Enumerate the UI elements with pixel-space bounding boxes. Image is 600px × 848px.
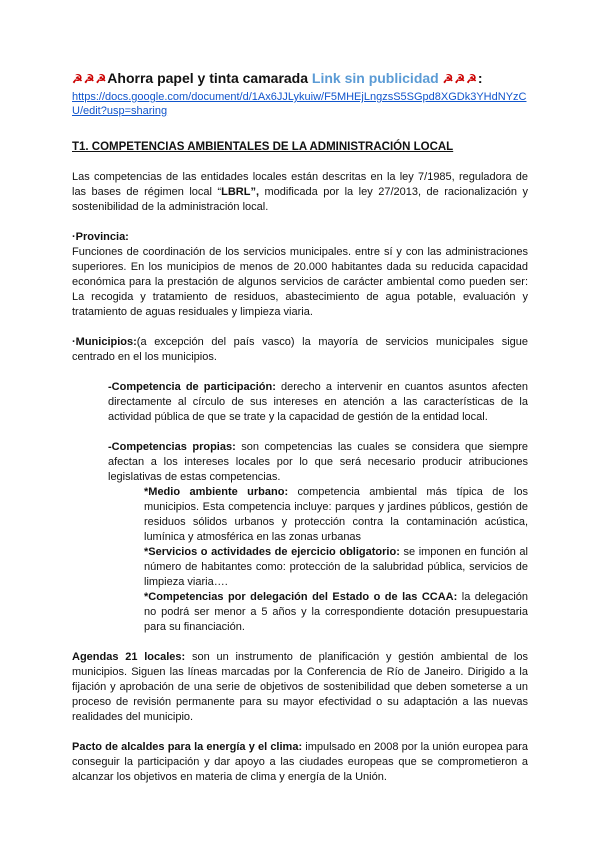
municipios-heading: ·Municipios: [72, 336, 137, 348]
header-banner [72, 70, 528, 88]
hammer-sickle-icon: ☭☭☭ [72, 72, 108, 86]
agendas-section: Agendas 21 locales: son un instrumento de planificación y gestión ambiental de los municipios. Siguen las líneas marcadas por la Conferencia de Río de Janeiro. Dirigido a la fijación y aprobación de una serie de objetivos de sostenibilidad que deben someterse a un proceso de revisión permanente para su mayor efectividad o su adaptación a las nuevas realidades del municipio. [72, 651, 528, 723]
page-title: T1. COMPETENCIAS AMBIENTALES DE LA ADMINISTRACIÓN LOCAL [72, 141, 454, 153]
list-item: *Medio ambiente urbano: competencia ambiental más típica de los municipios. Esta competencia incluye: parques y jardines públicos, gestión de residuos sólidos urbanos y protección contra la contaminación acústica, lumínica y atmosférica en las zonas urbanas [144, 486, 528, 543]
hammer-sickle-icon: ☭☭☭ [442, 72, 478, 86]
provincia-heading: ·Provincia: [72, 231, 129, 243]
pacto-section: Pacto de alcaldes para la energía y el clima: impulsado en 2008 por la unión europea para conseguir la participación y dar apoyo a las ciudades europeas que se comprometieron a alcanzar los objetivos en materia de clima y energía de la Unión. [72, 741, 528, 783]
header-text: Ahorra papel y tinta camarada [107, 70, 312, 86]
propias-section: -Competencias propias: son competencias las cuales se considera que siempre afectan a los intereses locales por lo que será necesario producir atribuciones legislativas de estas competencias. [108, 441, 528, 483]
header-colon: : [477, 70, 483, 86]
participacion-section: -Competencia de participación: derecho a intervenir en cuantos asuntos afecten directamente al círculo de sus intereses en atención a las características de la actividad pública de que se trate y la capacidad de gestión de la entidad local. [108, 381, 529, 423]
list-item: *Servicios o actividades de ejercicio obligatorio: se imponen en función al número de habitantes como: protección de la salubridad pública, servicios de limpieza viaria…. [144, 546, 528, 588]
header-link-label[interactable]: Link sin publicidad [311, 70, 439, 86]
intro-paragraph: Las competencias de las entidades locales están descritas en la ley 7/1985, reguladora de las bases de régimen local “LBRL”, modificada por la ley 27/2013, de racionalización y sostenibilidad de la administración local. [72, 171, 528, 213]
document-page [72, 70, 528, 785]
list-item: *Competencias por delegación del Estado o de las CCAA: la delegación no podrá ser menor a 5 años y la correspondiente dotación presupuestaria para su financiación. [144, 591, 528, 633]
municipios-section: ·Municipios:(a excepción del país vasco) la mayoría de servicios municipales sigue centrado en el los municipios. [72, 336, 528, 363]
provincia-section: ·Provincia: Funciones de coordinación de los servicios municipales. entre sí y con las administraciones superiores. En los municipios de menos de 20.000 habitantes dada su reducida capacidad económica para la prestación de algunos servicios de carácter ambiental como pueden ser: La recogida y tratamiento de residuos, abastecimiento de agua potable, evaluación y tratamiento de aguas residuales y limpieza viaria. [72, 231, 528, 318]
document-link[interactable]: https://docs.google.com/document/d/1Ax6JJLykuiw/F5MHEjLngzsS5SGpd8XGDk3YHdNYzCU/edit?usp=sharing [72, 91, 527, 117]
